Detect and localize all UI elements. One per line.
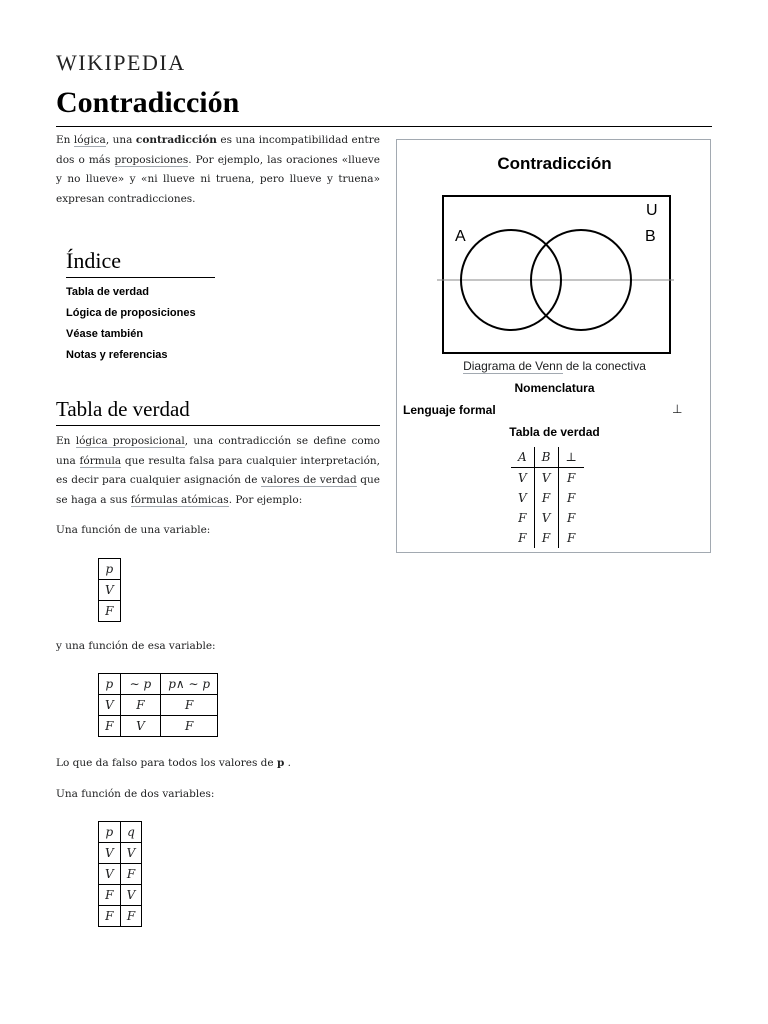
section-text: En bbox=[56, 435, 76, 447]
table-row bbox=[99, 885, 142, 906]
table-cell: V bbox=[518, 491, 527, 505]
caption-text: de la conectiva bbox=[562, 359, 646, 373]
toc-item-vease-tambien[interactable]: Véase también bbox=[66, 328, 144, 340]
toc-item-notas-y-referencias[interactable]: Notas y referencias bbox=[66, 349, 168, 361]
table-header-row bbox=[99, 822, 142, 843]
table-cell: V bbox=[120, 843, 142, 864]
table-cell: V bbox=[99, 843, 121, 864]
section-paragraph bbox=[56, 432, 380, 510]
table-cell: F bbox=[558, 528, 584, 548]
table-cell: F bbox=[120, 906, 142, 927]
truth-table-label: Tabla de verdad bbox=[509, 425, 600, 439]
infobox bbox=[396, 139, 711, 553]
table-cell: V bbox=[534, 468, 558, 489]
table-cell: V bbox=[99, 580, 121, 601]
table-row bbox=[511, 508, 584, 528]
wikipedia-logo[interactable]: WIKIPEDIA bbox=[56, 50, 186, 75]
table-row bbox=[99, 843, 142, 864]
section-text: . Por ejemplo: bbox=[228, 493, 303, 506]
table-row bbox=[511, 488, 584, 508]
formal-language-value: ⊥ bbox=[672, 402, 683, 416]
table-two-variables bbox=[98, 821, 142, 927]
text-dos-variables: Una función de dos variables: bbox=[56, 788, 215, 800]
table-cell: A bbox=[511, 447, 534, 468]
table-cell: ∼ p bbox=[120, 674, 161, 695]
table-header-row bbox=[99, 674, 218, 695]
table-cell: F bbox=[518, 511, 527, 525]
table-cell: p bbox=[99, 674, 121, 695]
link-diagrama-de-venn[interactable]: Diagrama de Venn bbox=[463, 359, 563, 373]
set-b-label: B bbox=[645, 228, 656, 245]
table-row bbox=[99, 906, 142, 927]
venn-diagram bbox=[397, 140, 712, 370]
universe-label: U bbox=[646, 202, 658, 219]
intro-text: . Por ejemplo, las oraciones «llueve y no llueve» y «ni llueve ni truena, pero llueve y truena» expresan contradicciones. bbox=[56, 153, 380, 205]
section-text: que resulta falsa para cualquier interpretación, es decir para cualquier asignación de bbox=[56, 454, 380, 486]
link-formula[interactable]: fórmula bbox=[79, 454, 122, 467]
table-negation bbox=[98, 673, 218, 737]
table-cell: ⊥ bbox=[558, 447, 584, 468]
table-row bbox=[511, 528, 584, 548]
table-cell: V bbox=[120, 716, 161, 737]
text-segment: . bbox=[284, 757, 291, 769]
link-logica-proposicional[interactable]: lógica proposicional bbox=[75, 435, 185, 447]
toc-heading: Índice bbox=[66, 248, 121, 273]
table-row bbox=[511, 468, 584, 489]
infobox-title: Contradicción bbox=[497, 154, 612, 173]
table-cell: F bbox=[99, 716, 121, 737]
table-cell: p bbox=[99, 559, 121, 580]
table-row bbox=[99, 580, 121, 601]
table-cell: F bbox=[120, 864, 142, 885]
text-bold-p: p bbox=[276, 757, 285, 769]
set-a-label: A bbox=[455, 228, 466, 245]
table-header-row bbox=[511, 447, 584, 468]
table-row bbox=[99, 695, 218, 716]
table-cell: V bbox=[518, 471, 527, 485]
table-row bbox=[99, 716, 218, 737]
table-row bbox=[99, 601, 121, 622]
toc-item-logica-de-proposiciones[interactable]: Lógica de proposiciones bbox=[66, 307, 196, 319]
table-cell: F bbox=[534, 488, 558, 508]
table-cell: V bbox=[99, 864, 121, 885]
table-cell: F bbox=[534, 528, 558, 548]
toc-divider bbox=[66, 277, 215, 278]
link-valores-de-verdad[interactable]: valores de verdad bbox=[261, 474, 357, 486]
infobox-truth-table bbox=[511, 447, 584, 548]
nomenclature-label: Nomenclatura bbox=[514, 381, 595, 395]
table-cell: F bbox=[558, 508, 584, 528]
table-cell: F bbox=[120, 695, 161, 716]
section-text: que se haga a sus bbox=[56, 474, 380, 506]
formal-language-label: Lenguaje formal bbox=[403, 403, 496, 417]
page-title: Contradicción bbox=[56, 86, 240, 119]
intro-paragraph bbox=[56, 131, 380, 209]
table-cell: F bbox=[161, 716, 218, 737]
table-cell: F bbox=[99, 906, 121, 927]
title-divider bbox=[56, 126, 712, 127]
table-cell: p∧ ∼ p bbox=[161, 674, 218, 695]
table-header-row bbox=[99, 559, 121, 580]
table-cell: F bbox=[99, 885, 121, 906]
intro-text: es una incompatibilidad entre dos o más bbox=[56, 134, 380, 166]
intro-text: En bbox=[56, 134, 74, 146]
section-divider bbox=[56, 425, 380, 426]
intro-text: , una bbox=[105, 134, 136, 146]
section-text: , una contradicción se define como una bbox=[56, 435, 381, 467]
text-funcion-variable: y una función de esa variable: bbox=[56, 640, 216, 652]
table-cell: F bbox=[99, 601, 121, 622]
table-one-variable bbox=[98, 558, 121, 622]
table-cell: F bbox=[161, 695, 218, 716]
toc-item-tabla-de-verdad[interactable]: Tabla de verdad bbox=[66, 286, 149, 298]
text-una-variable: Una función de una variable: bbox=[56, 524, 211, 536]
table-cell: B bbox=[534, 447, 558, 468]
table-cell: p bbox=[99, 822, 121, 843]
table-cell: V bbox=[99, 695, 121, 716]
text-segment: Lo que da falso para todos los valores de bbox=[56, 757, 277, 769]
link-formulas-atomicas[interactable]: fórmulas atómicas bbox=[130, 493, 229, 506]
link-proposiciones[interactable]: proposiciones bbox=[114, 153, 189, 166]
section-heading: Tabla de verdad bbox=[56, 397, 190, 421]
table-cell: q bbox=[120, 822, 142, 843]
universe-rect bbox=[443, 196, 670, 353]
table-cell: V bbox=[120, 885, 142, 906]
table-cell: F bbox=[518, 531, 527, 545]
text-falso-todos bbox=[56, 757, 291, 769]
table-cell: F bbox=[558, 468, 584, 489]
link-logica[interactable]: lógica bbox=[73, 134, 106, 146]
table-row bbox=[99, 864, 142, 885]
venn-caption bbox=[397, 359, 712, 373]
table-cell: F bbox=[558, 488, 584, 508]
term-bold: contradicción bbox=[135, 134, 217, 146]
table-cell: V bbox=[534, 508, 558, 528]
